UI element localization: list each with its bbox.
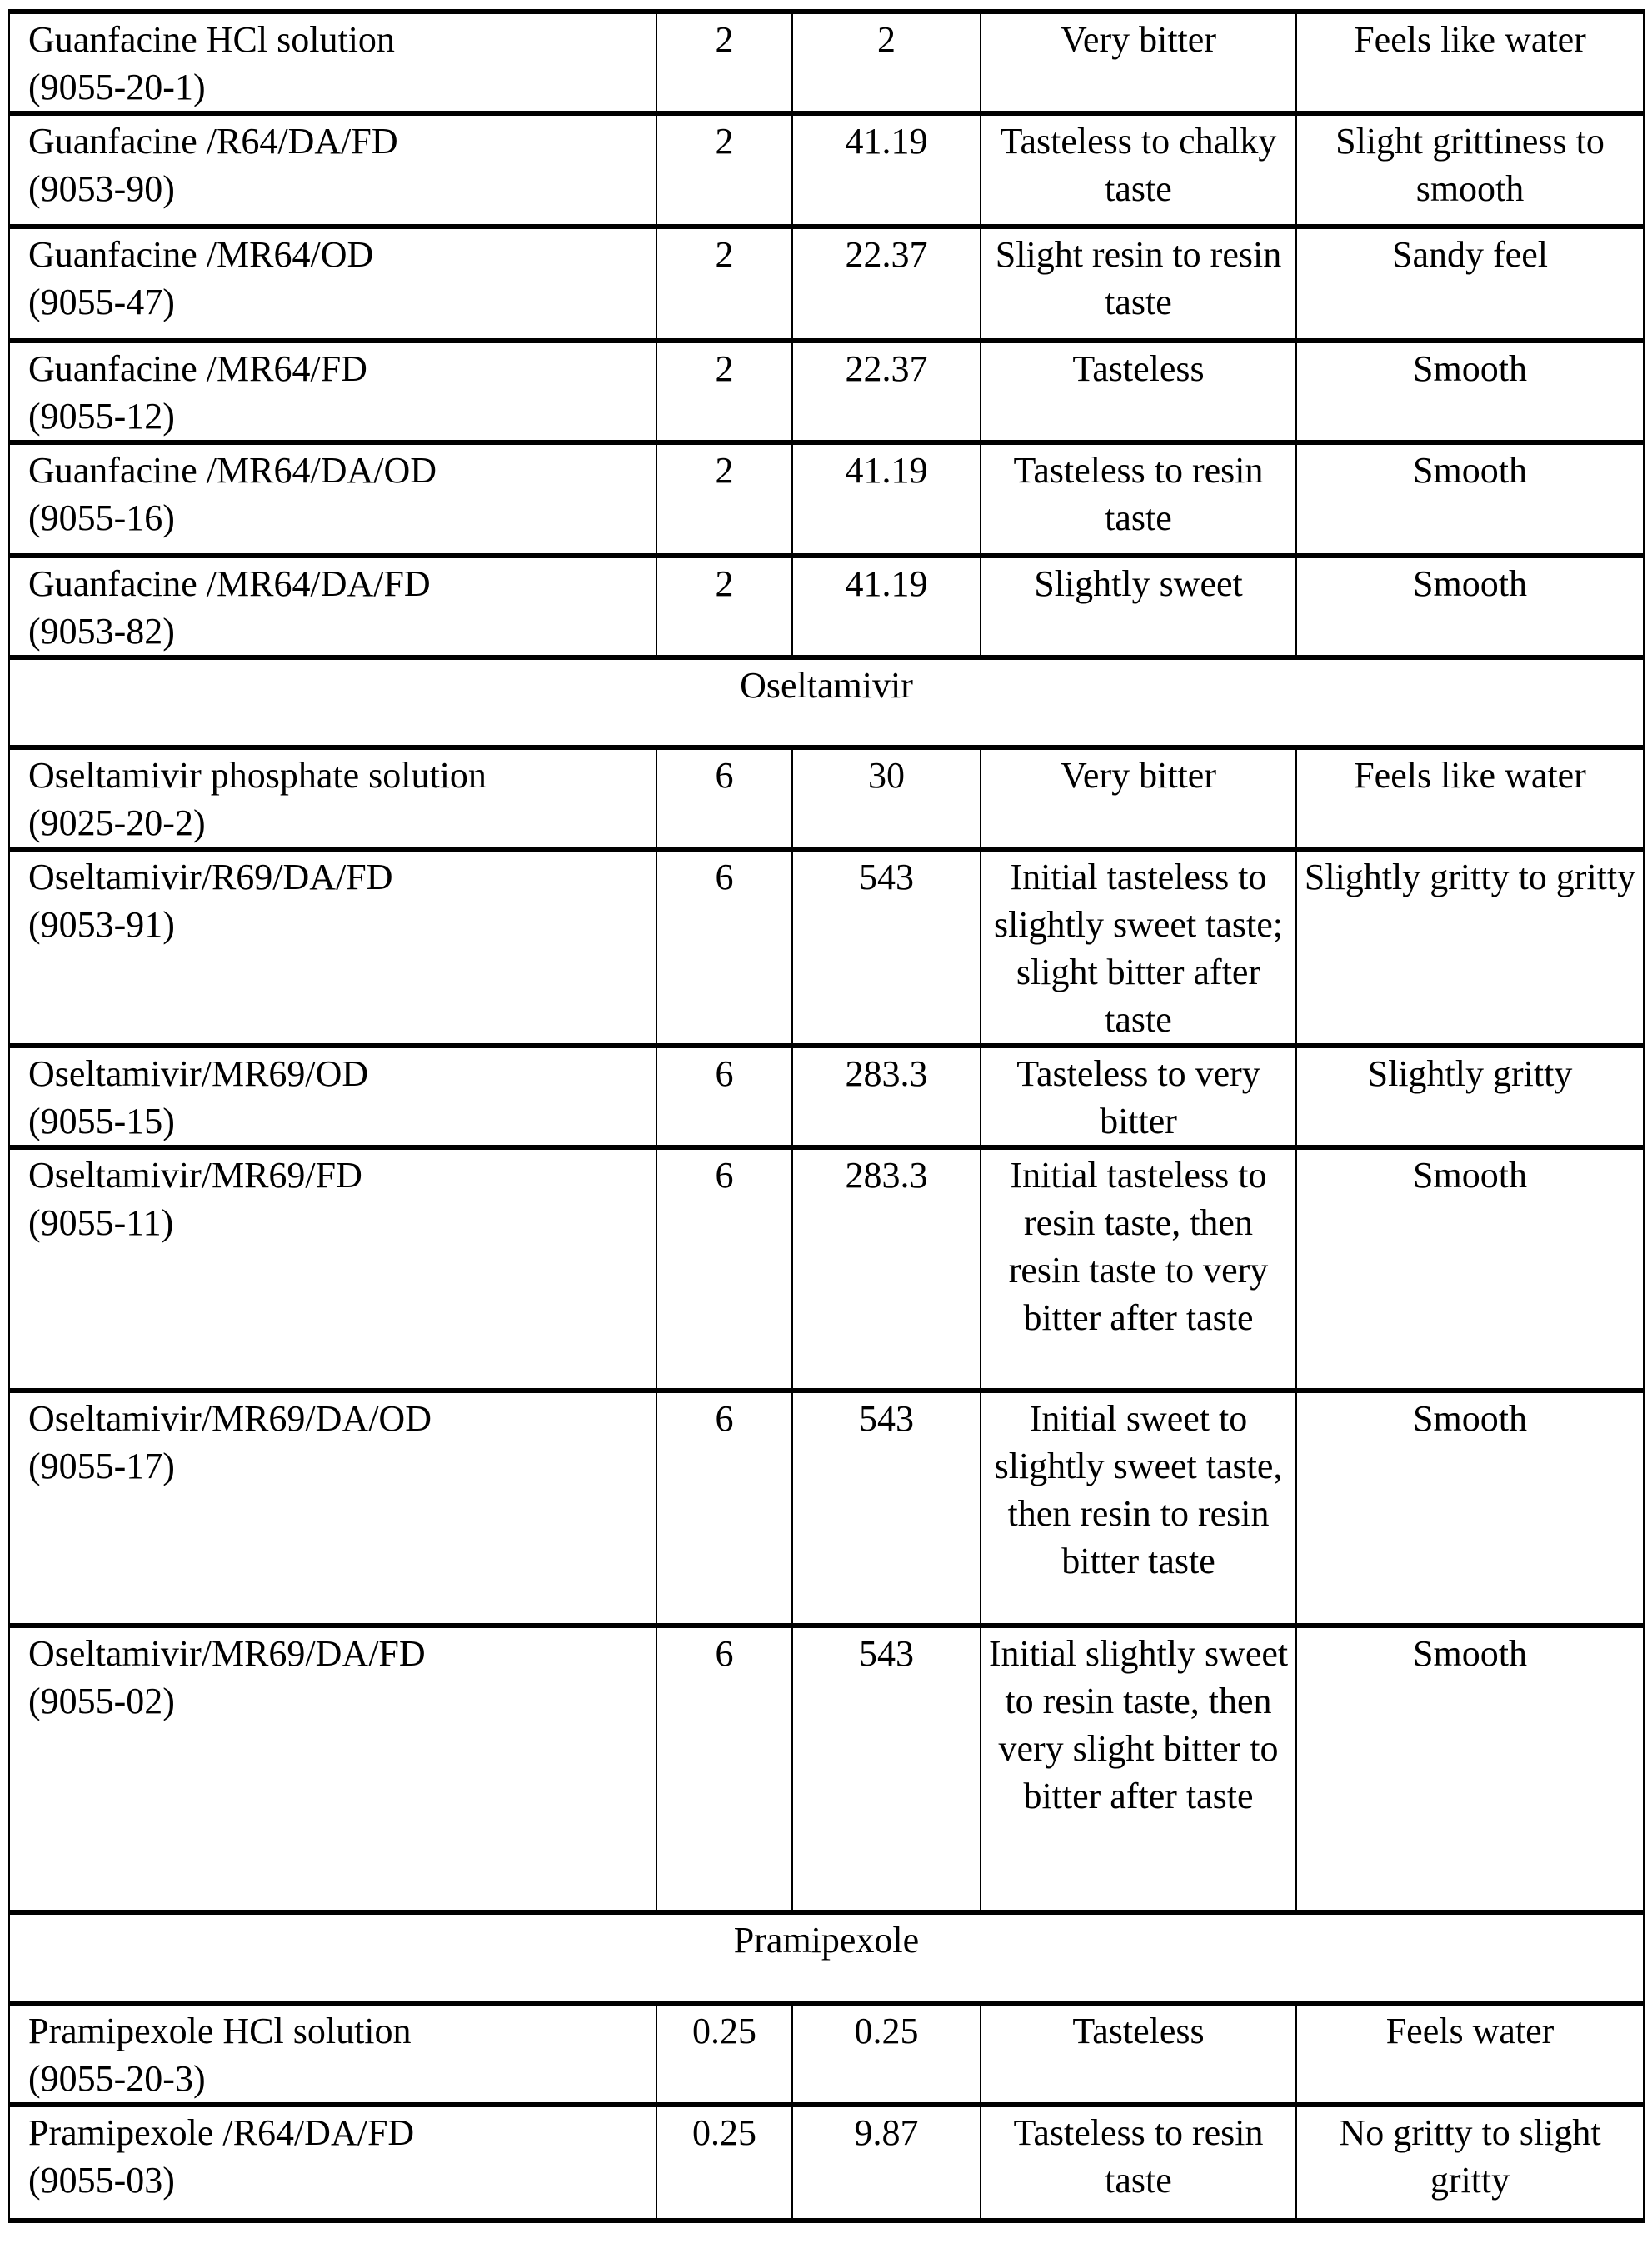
formulation-code: (9055-02)	[28, 1681, 175, 1721]
formulation-cell	[9, 227, 656, 341]
table-row	[9, 227, 1644, 341]
section-header-row	[9, 657, 1644, 747]
taste-cell: Tasteless to resin taste	[981, 2105, 1296, 2221]
formulation-name: Guanfacine /MR64/DA/OD	[28, 450, 437, 491]
table-row	[9, 12, 1644, 113]
formulation-code: (9025-20-2)	[28, 802, 206, 843]
table-body	[9, 12, 1644, 2221]
dose-cell: 2	[656, 341, 792, 442]
formulation-name: Guanfacine HCl solution	[28, 19, 395, 60]
mouthfeel-cell: Smooth	[1296, 1391, 1644, 1626]
table-row	[9, 556, 1644, 657]
formulation-cell	[9, 1046, 656, 1147]
formulation-cell	[9, 12, 656, 113]
formulation-code: (9053-90)	[28, 168, 175, 209]
mouthfeel-cell: Smooth	[1296, 1626, 1644, 1912]
table-row	[9, 2003, 1644, 2105]
formulation-name: Guanfacine /R64/DA/FD	[28, 121, 398, 162]
amount-cell: 9.87	[792, 2105, 981, 2221]
formulation-name: Oseltamivir/MR69/OD	[28, 1053, 369, 1094]
taste-cell: Very bitter	[981, 747, 1296, 849]
table-row	[9, 1046, 1644, 1147]
section-header: Pramipexole	[9, 1912, 1644, 2003]
mouthfeel-cell: Feels like water	[1296, 747, 1644, 849]
formulation-cell	[9, 113, 656, 227]
dose-cell: 6	[656, 1626, 792, 1912]
dose-cell: 6	[656, 1391, 792, 1626]
taste-cell: Tasteless to resin taste	[981, 442, 1296, 556]
mouthfeel-cell: Feels water	[1296, 2003, 1644, 2105]
formulation-cell	[9, 849, 656, 1046]
dose-cell: 6	[656, 849, 792, 1046]
formulation-code: (9055-17)	[28, 1446, 175, 1486]
formulation-name: Oseltamivir/R69/DA/FD	[28, 857, 393, 897]
amount-cell: 0.25	[792, 2003, 981, 2105]
dose-cell: 6	[656, 747, 792, 849]
mouthfeel-cell: Feels like water	[1296, 12, 1644, 113]
formulation-cell	[9, 556, 656, 657]
formulation-cell	[9, 747, 656, 849]
formulation-code: (9055-15)	[28, 1101, 175, 1141]
formulation-cell	[9, 2003, 656, 2105]
amount-cell: 543	[792, 1626, 981, 1912]
amount-cell: 41.19	[792, 113, 981, 227]
taste-cell: Tasteless	[981, 2003, 1296, 2105]
section-header-row	[9, 1912, 1644, 2003]
table-row	[9, 747, 1644, 849]
taste-cell: Slight resin to resin taste	[981, 227, 1296, 341]
table-row	[9, 341, 1644, 442]
formulation-code: (9053-82)	[28, 611, 175, 652]
amount-cell: 22.37	[792, 341, 981, 442]
mouthfeel-cell: Smooth	[1296, 1147, 1644, 1391]
formulation-name: Pramipexole HCl solution	[28, 2011, 412, 2051]
amount-cell: 30	[792, 747, 981, 849]
amount-cell: 543	[792, 849, 981, 1046]
dose-cell: 2	[656, 12, 792, 113]
mouthfeel-cell: No gritty to slight gritty	[1296, 2105, 1644, 2221]
amount-cell: 41.19	[792, 442, 981, 556]
formulation-name: Oseltamivir/MR69/DA/OD	[28, 1398, 432, 1439]
taste-cell: Slightly sweet	[981, 556, 1296, 657]
formulation-name: Pramipexole /R64/DA/FD	[28, 2112, 415, 2153]
formulation-name: Guanfacine /MR64/OD	[28, 234, 374, 275]
taste-cell: Tasteless to chalky taste	[981, 113, 1296, 227]
taste-cell: Initial sweet to slightly sweet taste, then resin to resin bitter taste	[981, 1391, 1296, 1626]
amount-cell: 283.3	[792, 1147, 981, 1391]
mouthfeel-cell: Smooth	[1296, 341, 1644, 442]
dose-cell: 2	[656, 113, 792, 227]
formulation-cell	[9, 1147, 656, 1391]
formulation-name: Guanfacine /MR64/FD	[28, 348, 367, 389]
formulation-code: (9055-12)	[28, 396, 175, 437]
table-row	[9, 849, 1644, 1046]
taste-cell: Very bitter	[981, 12, 1296, 113]
table-row	[9, 1626, 1644, 1912]
formulation-cell	[9, 341, 656, 442]
taste-cell: Initial tasteless to resin taste, then resin taste to very bitter after taste	[981, 1147, 1296, 1391]
dose-cell: 2	[656, 556, 792, 657]
amount-cell: 2	[792, 12, 981, 113]
dose-cell: 0.25	[656, 2105, 792, 2221]
amount-cell: 283.3	[792, 1046, 981, 1147]
formulation-code: (9055-16)	[28, 497, 175, 538]
formulation-code: (9055-03)	[28, 2160, 175, 2201]
formulation-code: (9055-11)	[28, 1202, 174, 1243]
table-row	[9, 442, 1644, 556]
table-row	[9, 2105, 1644, 2221]
taste-cell: Tasteless	[981, 341, 1296, 442]
table-row	[9, 1391, 1644, 1626]
taste-cell: Initial tasteless to slightly sweet taste; slight bitter after taste	[981, 849, 1296, 1046]
dose-cell: 2	[656, 227, 792, 341]
mouthfeel-cell: Smooth	[1296, 442, 1644, 556]
formulation-code: (9053-91)	[28, 904, 175, 945]
amount-cell: 22.37	[792, 227, 981, 341]
section-header: Oseltamivir	[9, 657, 1644, 747]
dose-cell: 6	[656, 1147, 792, 1391]
formulation-name: Guanfacine /MR64/DA/FD	[28, 563, 431, 604]
dose-cell: 6	[656, 1046, 792, 1147]
mouthfeel-cell: Smooth	[1296, 556, 1644, 657]
formulation-name: Oseltamivir phosphate solution	[28, 755, 487, 796]
dose-cell: 2	[656, 442, 792, 556]
dose-cell: 0.25	[656, 2003, 792, 2105]
taste-evaluation-table	[8, 9, 1645, 2223]
formulation-code: (9055-47)	[28, 282, 175, 322]
formulation-name: Oseltamivir/MR69/DA/FD	[28, 1633, 426, 1674]
formulation-code: (9055-20-1)	[28, 67, 206, 107]
table-row	[9, 1147, 1644, 1391]
table-row	[9, 113, 1644, 227]
mouthfeel-cell: Slight grittiness to smooth	[1296, 113, 1644, 227]
mouthfeel-cell: Slightly gritty	[1296, 1046, 1644, 1147]
formulation-cell	[9, 1626, 656, 1912]
formulation-code: (9055-20-3)	[28, 2058, 206, 2099]
amount-cell: 543	[792, 1391, 981, 1626]
formulation-cell	[9, 2105, 656, 2221]
formulation-cell	[9, 442, 656, 556]
mouthfeel-cell: Sandy feel	[1296, 227, 1644, 341]
formulation-cell	[9, 1391, 656, 1626]
taste-cell: Tasteless to very bitter	[981, 1046, 1296, 1147]
taste-cell: Initial slightly sweet to resin taste, then very slight bitter to bitter after taste	[981, 1626, 1296, 1912]
formulation-name: Oseltamivir/MR69/FD	[28, 1155, 362, 1196]
amount-cell: 41.19	[792, 556, 981, 657]
mouthfeel-cell: Slightly gritty to gritty	[1296, 849, 1644, 1046]
